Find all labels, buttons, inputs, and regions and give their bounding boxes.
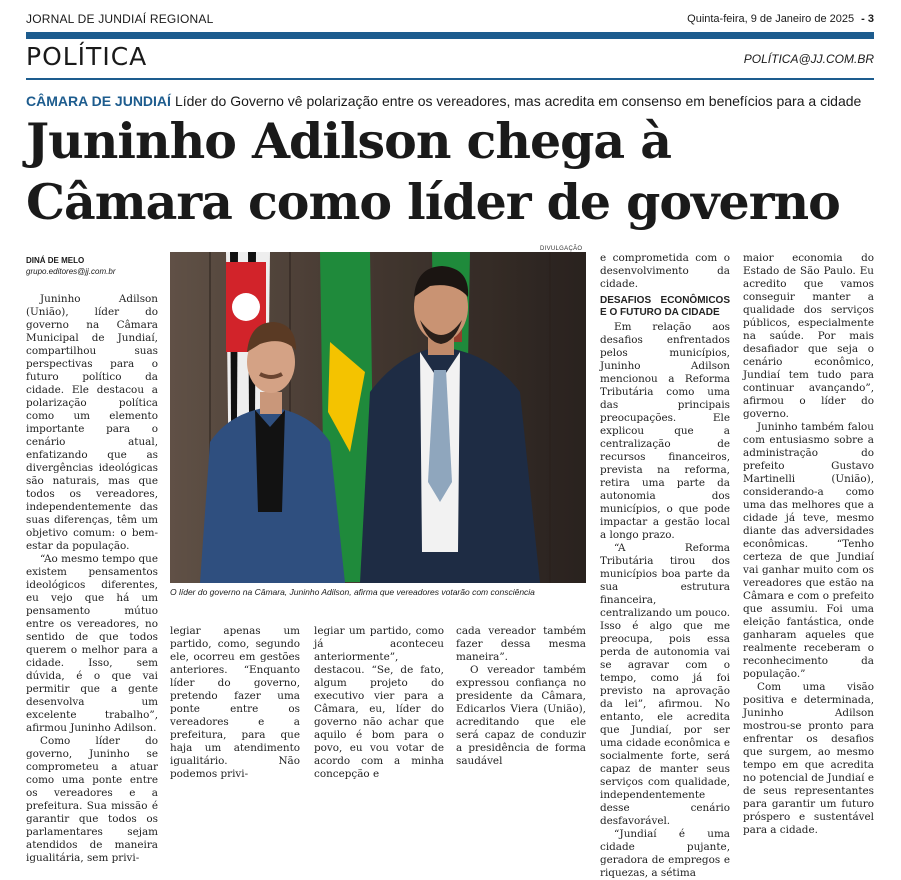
headline-line-2: Câmara como líder de governo bbox=[26, 173, 840, 231]
column-2 bbox=[170, 625, 300, 781]
masthead-bar bbox=[26, 10, 874, 34]
column-4 bbox=[456, 625, 586, 768]
photo-illustration bbox=[170, 252, 586, 583]
paragraph: O vereador também expressou confiança no presidente da Câmara, Edicarlos Viera (União), acreditando que ele será capaz de conduzir a presidência de forma saudável bbox=[456, 664, 586, 767]
paragraph: Como líder do governo, Juninho se comprometeu a atuar como uma ponte entre os vereadores e a prefeitura. Sua missão é garantir que todos os parlamentares sejam atendidos de maneira igualitária, sem privi- bbox=[26, 735, 158, 864]
column-3 bbox=[314, 625, 444, 781]
kicker-text: Líder do Governo vê polarização entre os vereadores, mas acredita em consenso em benefícios para a cidade bbox=[174, 93, 862, 109]
paragraph: cada vereador também fazer dessa mesma maneira”. bbox=[456, 625, 586, 663]
article-photo bbox=[170, 252, 586, 583]
masthead-rule bbox=[26, 32, 874, 39]
column-6 bbox=[743, 252, 874, 837]
section-email: POLÍTICA@JJ.COM.BR bbox=[743, 52, 874, 66]
author-name: DINÁ DE MELO bbox=[26, 256, 85, 265]
paragraph: Juninho também falou com entusiasmo sobre a administração do prefeito Gustavo Martinelli (União), considerando-a como uma das melhores que a cidade já teve, mesmo diante das adversidades econômicas. “Tenho certeza de que Jundiaí vai ganhar muito com os vereadores que estão na Câmara e com o prefeito que assumiu. Foi uma eleição fantástica, onde ganharam aqueles que realmente receberam o reconhecimento da população.” bbox=[743, 421, 874, 680]
paragraph: Em relação aos desafios enfrentados pelos municípios, Juninho Adilson mencionou a Reforma Tributária como uma das principais preocupações. Ele explicou que a centralização de recursos financeiros, prevista na reforma, retira uma parte da autonomia dos municípios, o que pode impactar a gestão local a longo prazo. bbox=[600, 321, 730, 541]
author-email: grupo.editores@jj.com.br bbox=[26, 267, 116, 276]
headline bbox=[26, 111, 886, 233]
subheading: DESAFIOS ECONÔMICOS E O FUTURO DA CIDADE bbox=[600, 295, 730, 318]
section-rule bbox=[26, 78, 874, 80]
paragraph: “A Reforma Tributária tirou dos municípios boa parte da sua estrutura financeira, centralizando um pouco. Isso é algo que me preocupa, pois essa perda de autonomia vai se agravar com o tempo, como já foi previsto na aprovação da lei”, afirmou. No entanto, ele acredita que Jundiaí, por ser uma cidade econômica e socialmente forte, será capaz de manter seus serviços com qualidade, independentemente desse cenário desfavorável. bbox=[600, 542, 730, 827]
headline-line-1: Juninho Adilson chega à bbox=[26, 112, 671, 170]
photo-credit: DIVULGAÇÃO bbox=[540, 246, 583, 252]
column-1 bbox=[26, 293, 158, 865]
date-text: Quinta-feira, 9 de Janeiro de 2025 bbox=[687, 13, 855, 25]
paragraph: legiar apenas um partido, como, segundo ele, ocorreu em gestões anteriores. “Enquanto líder do governo, pretendo fazer uma ponte entre os vereadores e a prefeitura, para que haja um atendimento igualitário. Não podemos privi- bbox=[170, 625, 300, 780]
kicker bbox=[26, 93, 861, 109]
photo-caption: O líder do governo na Câmara, Juninho Adilson, afirma que vereadores votarão com consciência bbox=[170, 587, 535, 597]
column-5 bbox=[600, 252, 730, 880]
publication-name: JORNAL DE JUNDIAÍ REGIONAL bbox=[26, 12, 214, 26]
kicker-tag: CÂMARA DE JUNDIAÍ bbox=[26, 93, 171, 109]
paragraph: maior economia do Estado de São Paulo. Eu acredito que vamos conseguir manter a qualidade dos serviços públicos, especialmente na saúde. Por mais desafiador que seja o cenário econômico, Jundiaí tem tudo para continuar avançando”, afirmou o líder do governo. bbox=[743, 252, 874, 420]
paragraph: Juninho Adilson (União), líder do governo na Câmara Municipal de Jundiaí, compartilhou suas perspectivas para o futuro político da cidade. Ele destacou a polarização política como um elemento importante para o cenário atual, enfatizando que as divergências ideológicas são naturais, mas que todos os vereadores, independentemente das suas diferenças, têm um objetivo comum: o bem-estar da população. bbox=[26, 293, 158, 552]
paragraph: “Ao mesmo tempo que existem pensamentos ideológicos diferentes, eu vejo que há um pensamento mútuo entre os vereadores, no sentido de que todos querem o melhor para a cidade. Isso, sem dúvida, é o que vai permitir que a gente desenvolva um excelente trabalho”, afirmou Juninho Adilson. bbox=[26, 553, 158, 734]
issue-date bbox=[687, 13, 874, 25]
paragraph: e comprometida com o desenvolvimento da cidade. bbox=[600, 252, 730, 290]
paragraph: legiar um partido, como já aconteceu anteriormente”, destacou. “Se, de fato, algum projeto do executivo vier para a Câmara, eu, líder do governo não achar que aquilo é bom para o povo, eu vou votar de acordo com a minha concepção e bbox=[314, 625, 444, 780]
section-title: POLÍTICA bbox=[26, 42, 148, 71]
paragraph: Com uma visão positiva e determinada, Juninho Adilson mostrou-se pronto para enfrentar os desafios que surgem, ao mesmo tempo em que acredita no potencial de Jundiaí e de seus representantes para garantir um futuro próspero e sustentável para a cidade. bbox=[743, 681, 874, 836]
byline bbox=[26, 255, 116, 277]
page-number: - 3 bbox=[861, 13, 874, 25]
paragraph: “Jundiaí é uma cidade pujante, geradora de empregos e riquezas, a sétima bbox=[600, 828, 730, 879]
